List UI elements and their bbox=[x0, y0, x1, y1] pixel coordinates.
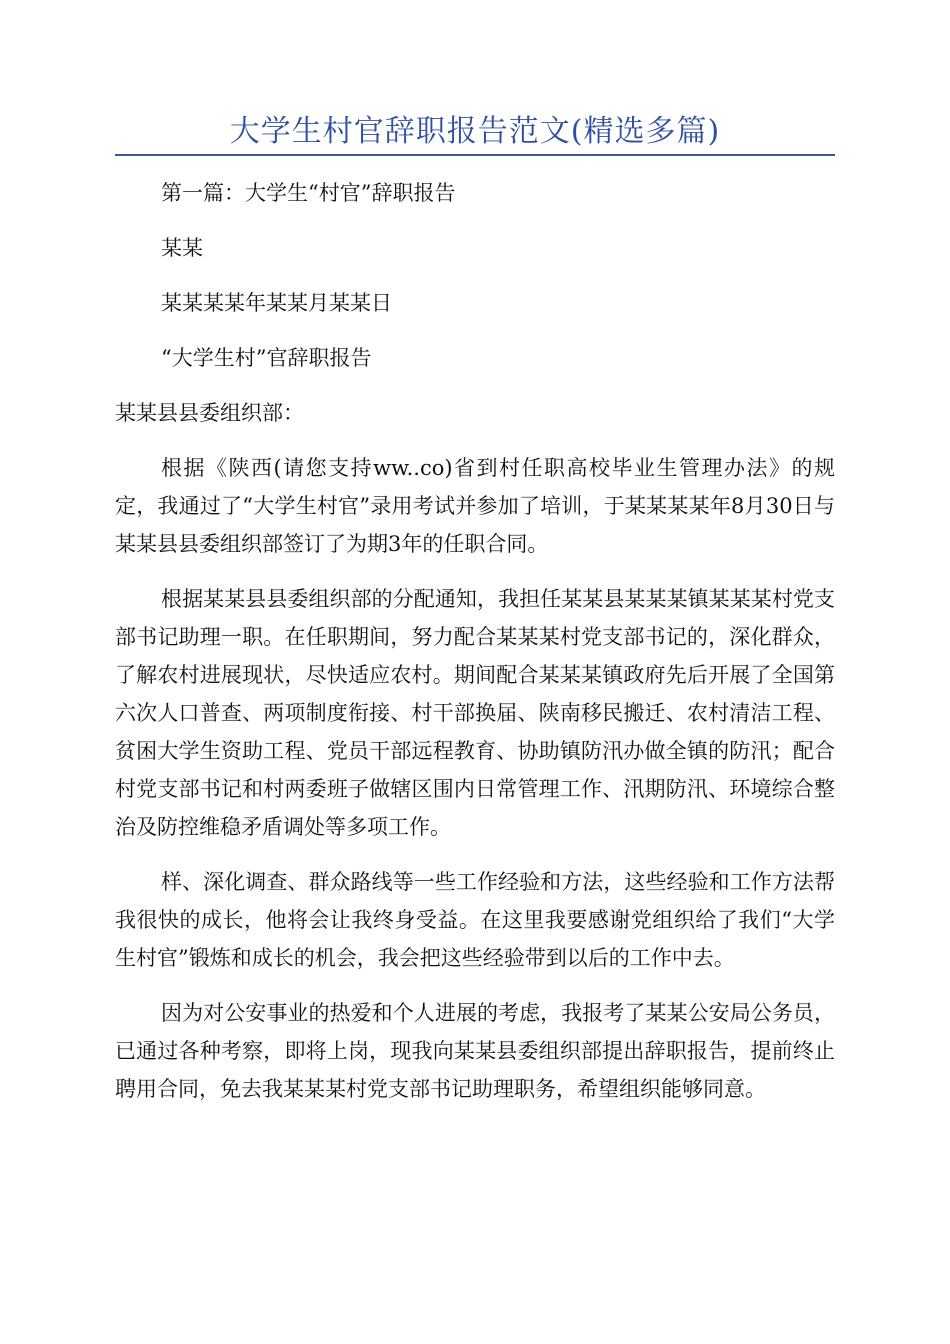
title-underline bbox=[115, 154, 835, 156]
paragraph-body-3: 样、深化调查、群众路线等一些工作经验和方法，这些经验和工作方法帮我很快的成长，他将会让我终身受益。在这里我要感谢党组织给了我们“大学生村官”锻炼和成长的机会，我会把这些经验带到以后的工作中去。 bbox=[115, 870, 835, 970]
document-title: 大学生村官辞职报告范文(精选多篇) bbox=[229, 114, 721, 149]
paragraph-name: 某某 bbox=[161, 236, 203, 260]
document-body bbox=[115, 174, 835, 1125]
paragraph-body-2: 根据某某县县委组织部的分配通知，我担任某某县某某某镇某某某村党支部书记助理一职。在任职期间，努力配合某某某村党支部书记的，深化群众，了解农村进展现状，尽快适应农村。期间配合某某某镇政府先后开展了全国第六次人口普查、两项制度衔接、村干部换届、陕南移民搬迁、农村清洁工程、贫困大学生资助工程、党员干部远程教育、协助镇防汛办做全镇的防汛；配合村党支部书记和村两委班子做辖区围内日常管理工作、汛期防汛、环境综合整治及防控维稳矛盾调处等多项工作。 bbox=[115, 587, 835, 839]
paragraph-report-title: “大学生村”官辞职报告 bbox=[161, 346, 372, 370]
paragraph-date: 某某某某年某某月某某日 bbox=[161, 291, 392, 315]
paragraph-recipient: 某某县县委组织部： bbox=[115, 401, 304, 425]
paragraph-body-4: 因为对公安事业的热爱和个人进展的考虑，我报考了某某公安局公务员，已通过各种考察，即将上岗，现我向某某县委组织部提出辞职报告，提前终止聘用合同，免去我某某某村党支部书记助理职务，希望组织能够同意。 bbox=[115, 1001, 835, 1101]
paragraph-body-1: 根据《陕西(请您支持ww..co)省到村任职高校毕业生管理办法》的规定，我通过了“大学生村官”录用考试并参加了培训，于某某某某年8月30日与某某县县委组织部签订了为期3年的任职合同。 bbox=[115, 456, 835, 556]
paragraph-chapter-heading: 第一篇：大学生“村官”辞职报告 bbox=[161, 181, 456, 205]
